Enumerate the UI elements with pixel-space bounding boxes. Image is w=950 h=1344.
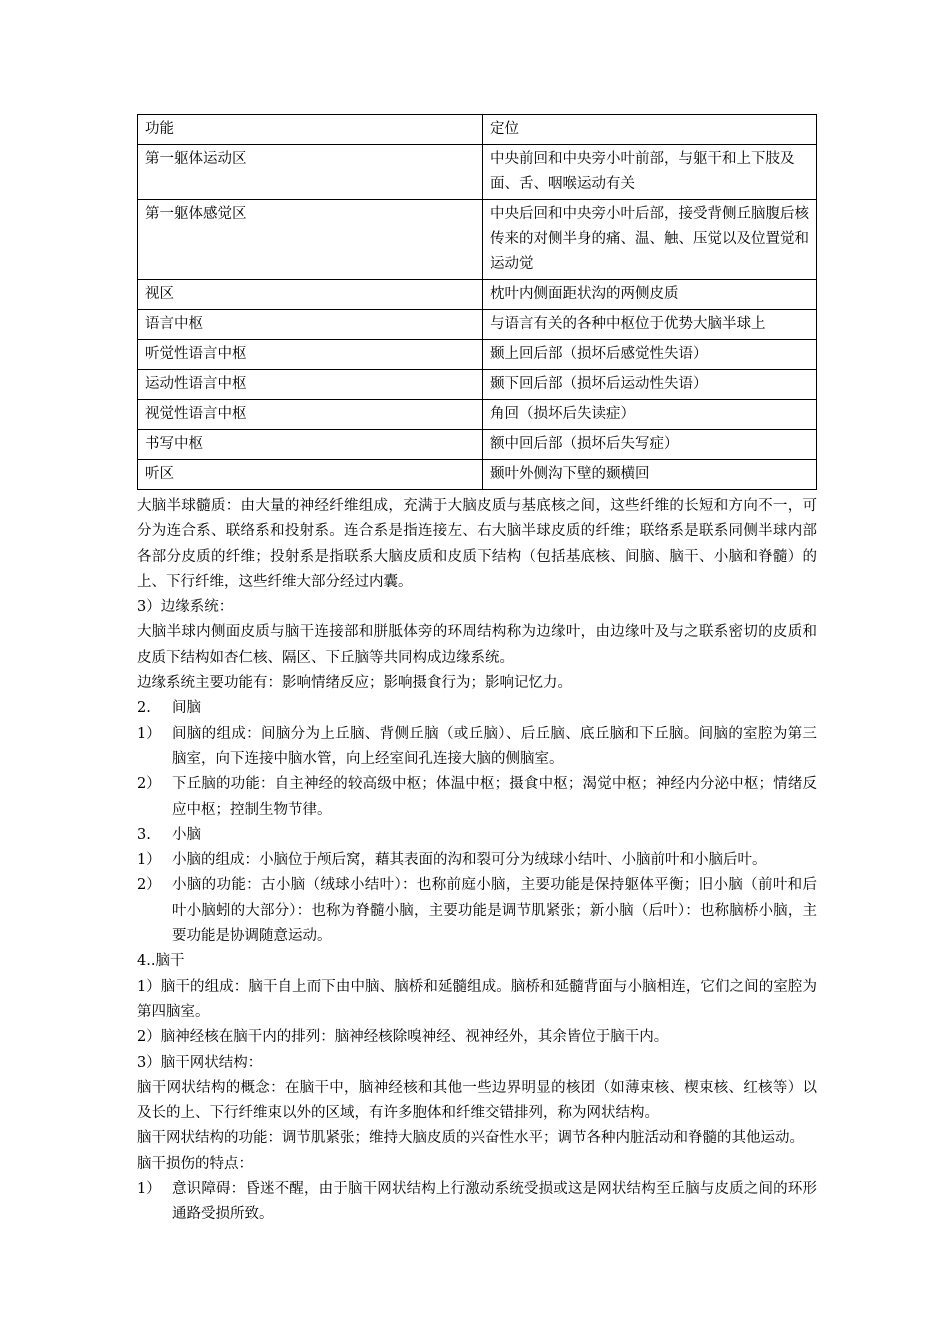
reticular-heading: 3）脑干网状结构： <box>137 1054 263 1071</box>
list-item <box>137 873 817 949</box>
diencephalon-heading <box>137 696 817 721</box>
list-number: 1） <box>137 1181 161 1198</box>
cell-function: 视觉性语言中枢 <box>138 400 483 430</box>
brainstem-composition: 1）脑干的组成：脑干自上而下由中脑、脑桥和延髓组成。脑桥和延髓背面与小脑相连，它们之间的室腔为第四脑室。 <box>137 978 817 1020</box>
cell-location: 中央后回和中央旁小叶后部，接受背侧丘脑腹后核传来的对侧半身的痛、温、触、压觉以及位置觉和运动觉 <box>483 200 817 280</box>
cell-location: 角回（损坏后失读症） <box>483 400 817 430</box>
table-row <box>138 370 817 400</box>
cell-function: 运动性语言中枢 <box>138 370 483 400</box>
medulla-paragraph: 大脑半球髓质：由大量的神经纤维组成，充满于大脑皮质与基底核之间，这些纤维的长短和方向不一，可分为连合系、联络系和投射系。连合系是指连接左、右大脑半球皮质的纤维；联络系是联系同侧半球内部各部分皮质的纤维；投射系是指联系大脑皮质和皮质下结构（包括基底核、间脑、脑干、小脑和脊髓）的上、下行纤维，这些纤维大部分经过内囊。 <box>137 498 817 590</box>
cerebellum-heading <box>137 823 817 848</box>
cell-location: 颞上回后部（损坏后感觉性失语） <box>483 340 817 370</box>
limbic-function: 边缘系统主要功能有：影响情绪反应；影响摄食行为；影响记忆力。 <box>137 675 572 692</box>
list-number: 1） <box>137 725 161 742</box>
section-number: 3. <box>137 826 151 843</box>
table-row <box>138 430 817 460</box>
brainstem-heading: 4..脑干 <box>137 953 185 970</box>
list-item <box>137 848 817 873</box>
limbic-definition: 大脑半球内侧面皮质与脑干连接部和胼胝体旁的环周结构称为边缘叶，由边缘叶及与之联系密切的皮质和皮质下结构如杏仁核、隔区、下丘脑等共同构成边缘系统。 <box>137 624 817 666</box>
table-row <box>138 145 817 200</box>
function-location-table <box>137 114 817 490</box>
list-text: 意识障碍：昏迷不醒，由于脑干网状结构上行激动系统受损或这是网状结构至丘脑与皮质之间的环形通路受损所致。 <box>172 1181 817 1223</box>
body-text <box>137 494 817 1228</box>
header-function: 功能 <box>138 115 483 145</box>
cranial-nuclei: 2）脑神经核在脑干内的排列：脑神经核除嗅神经、视神经外，其余皆位于脑干内。 <box>137 1029 669 1046</box>
limbic-heading: 3）边缘系统： <box>137 599 234 616</box>
cell-location: 中央前回和中央旁小叶前部，与躯干和上下肢及面、舌、咽喉运动有关 <box>483 145 817 200</box>
cell-location: 与语言有关的各种中枢位于优势大脑半球上 <box>483 310 817 340</box>
list-text: 小脑的组成：小脑位于颅后窝，藉其表面的沟和裂可分为绒球小结叶、小脑前叶和小脑后叶。 <box>172 852 767 869</box>
cell-location: 枕叶内侧面距状沟的两侧皮质 <box>483 280 817 310</box>
cell-location: 额中回后部（损坏后失写症） <box>483 430 817 460</box>
list-number: 2） <box>137 776 161 793</box>
section-number: 2. <box>137 700 151 717</box>
cell-location: 颞叶外侧沟下壁的颞横回 <box>483 460 817 490</box>
section-title: 小脑 <box>172 826 201 843</box>
list-text: 间脑的组成：间脑分为上丘脑、背侧丘脑（或丘脑）、后丘脑、底丘脑和下丘脑。间脑的室腔为第三脑室，向下连接中脑水管，向上经室间孔连接大脑的侧脑室。 <box>172 725 817 767</box>
section-title: 间脑 <box>172 700 201 717</box>
list-item <box>137 1177 817 1228</box>
list-text: 小脑的功能：古小脑（绒球小结叶）：也称前庭小脑，主要功能是保持躯体平衡；旧小脑（前叶和后叶小脑蚓的大部分）：也称为脊髓小脑，主要功能是调节肌紧张；新小脑（后叶）：也称脑桥小脑，主要功能是协调随意运动。 <box>172 877 817 945</box>
document-page <box>137 114 817 1228</box>
table-row <box>138 310 817 340</box>
cell-function: 听觉性语言中枢 <box>138 340 483 370</box>
table-row <box>138 200 817 280</box>
cell-function: 视区 <box>138 280 483 310</box>
list-item <box>137 772 817 823</box>
cell-function: 书写中枢 <box>138 430 483 460</box>
reticular-definition: 脑干网状结构的概念：在脑干中，脑神经核和其他一些边界明显的核团（如薄束核、楔束核、红核等）以及长的上、下行纤维束以外的区域，有许多胞体和纤维交错排列，称为网状结构。 <box>137 1079 817 1122</box>
cell-function: 第一躯体运动区 <box>138 145 483 200</box>
list-text: 下丘脑的功能：自主神经的较高级中枢；体温中枢；摄食中枢；渴觉中枢；神经内分泌中枢；情绪反应中枢；控制生物节律。 <box>172 776 817 818</box>
cell-location: 颞下回后部（损坏后运动性失语） <box>483 370 817 400</box>
list-number: 2） <box>137 877 161 894</box>
table-row <box>138 340 817 370</box>
cell-function: 语言中枢 <box>138 310 483 340</box>
header-location: 定位 <box>483 115 817 145</box>
reticular-function: 脑干网状结构的功能：调节肌紧张；维持大脑皮质的兴奋性水平；调节各种内脏活动和脊髓的其他运动。 <box>137 1130 804 1147</box>
cell-function: 第一躯体感觉区 <box>138 200 483 280</box>
table-header-row <box>138 115 817 145</box>
cell-function: 听区 <box>138 460 483 490</box>
table-row <box>138 460 817 490</box>
table-row <box>138 400 817 430</box>
table-row <box>138 280 817 310</box>
list-number: 1） <box>137 852 161 869</box>
injury-heading: 脑干损伤的特点： <box>137 1155 253 1172</box>
list-item <box>137 722 817 773</box>
